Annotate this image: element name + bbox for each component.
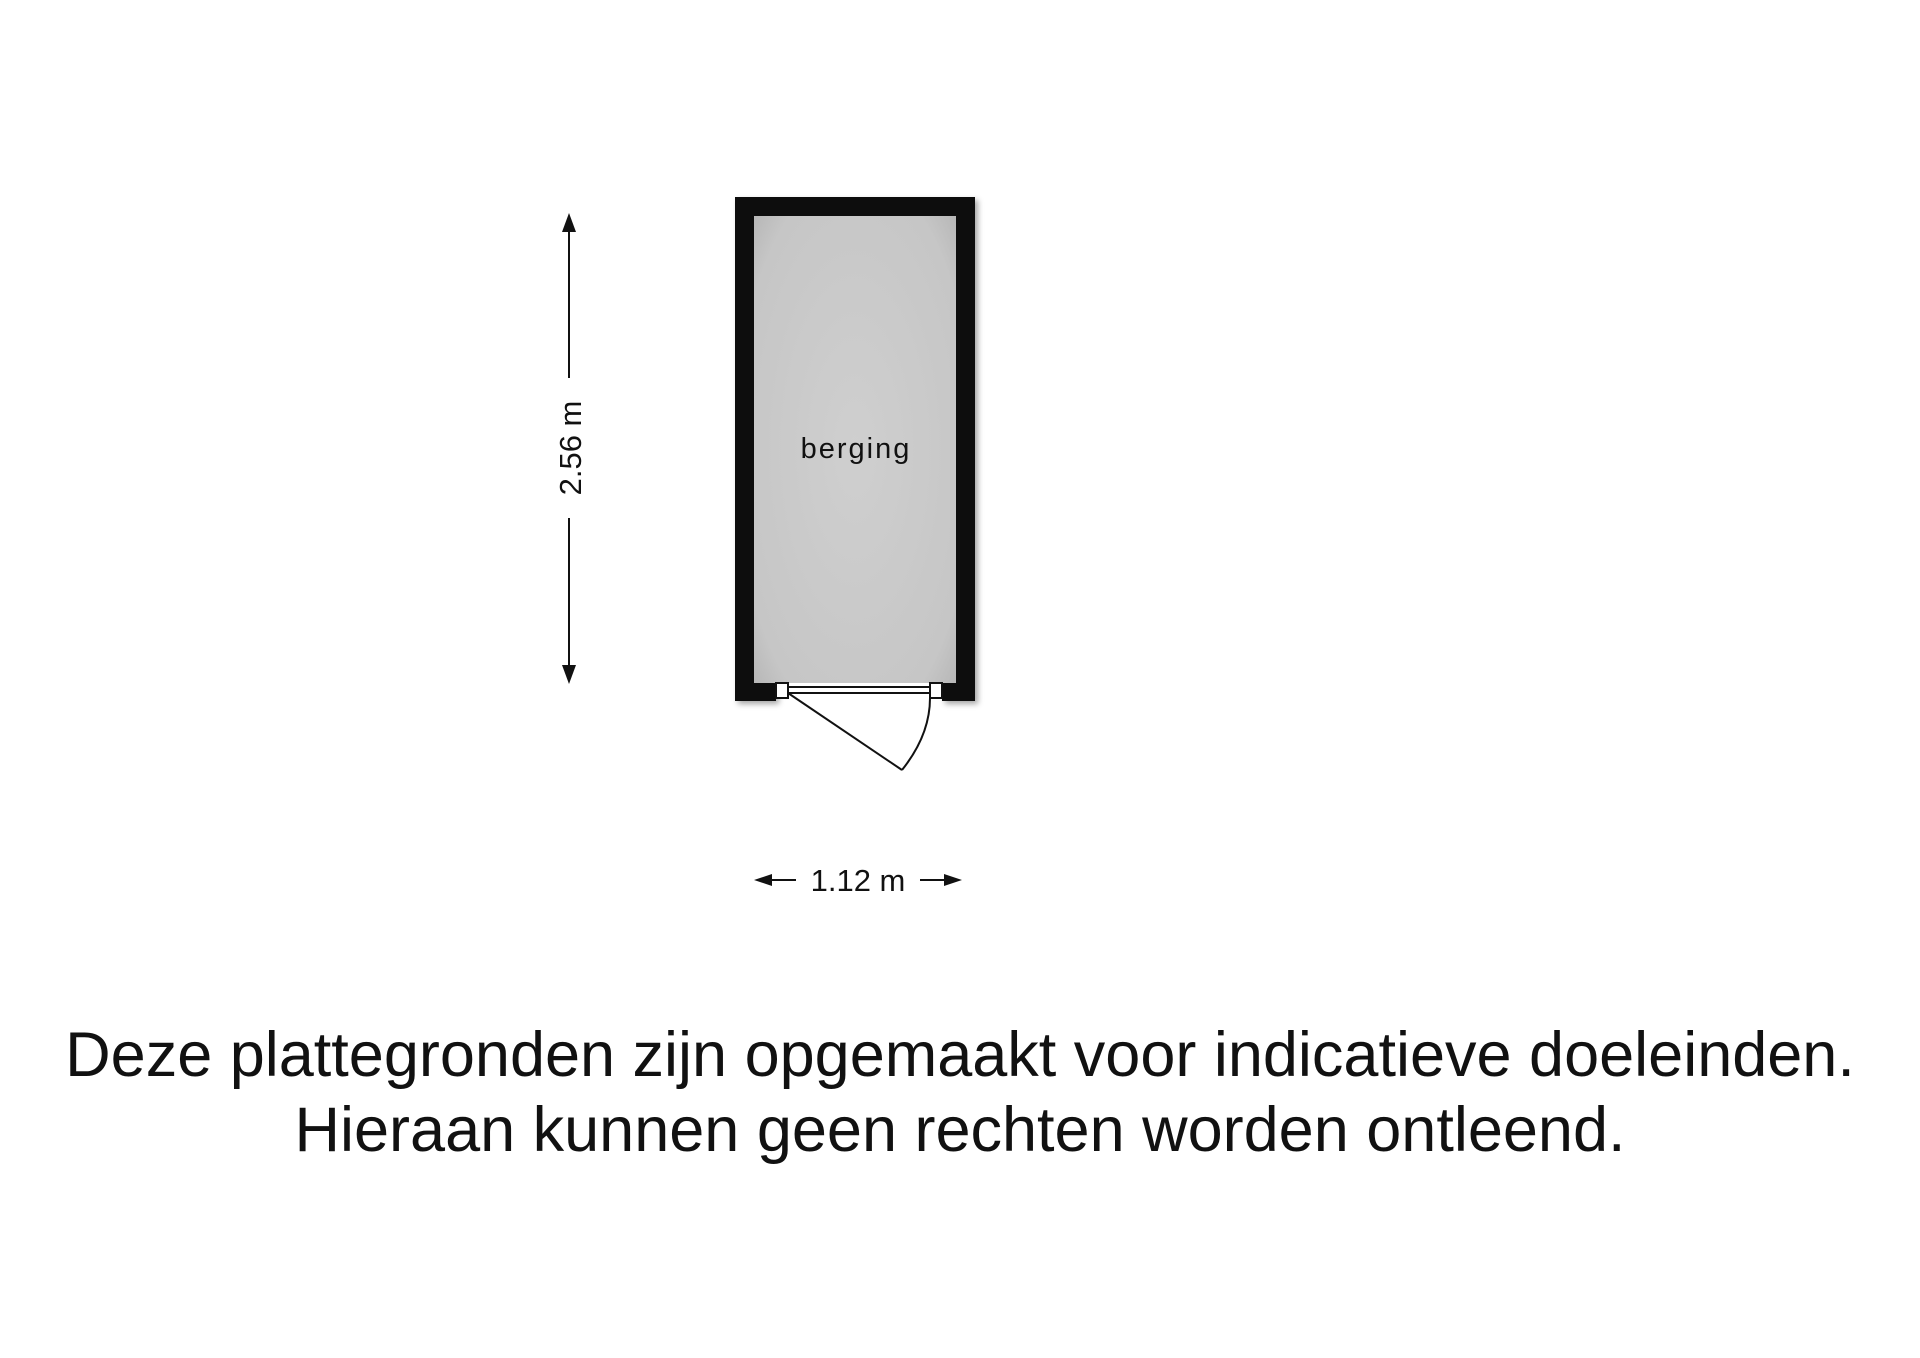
- arrow-up-icon: [562, 213, 576, 232]
- height-dimension: [553, 213, 588, 684]
- arrow-right-icon: [944, 874, 962, 886]
- door-jamb-right: [930, 683, 942, 698]
- wall-left: [735, 197, 754, 701]
- disclaimer-line-1: Deze plattegronden zijn opgemaakt voor indicatieve doeleinden.: [65, 1020, 1855, 1090]
- disclaimer-line-2: Hieraan kunnen geen rechten worden ontleend.: [294, 1095, 1626, 1165]
- wall-top: [735, 197, 975, 216]
- door-swing-arc: [902, 698, 930, 770]
- disclaimer: [0, 1018, 1920, 1168]
- wall-bottom-right: [942, 683, 975, 701]
- room-label: berging: [800, 433, 912, 465]
- door-leaf: [788, 693, 902, 770]
- width-dimension: [754, 863, 962, 898]
- width-dimension-label: 1.12 m: [810, 863, 906, 898]
- wall-bottom-left: [735, 683, 776, 701]
- door-jamb-left: [776, 683, 788, 698]
- door: [776, 683, 942, 770]
- arrow-down-icon: [562, 665, 576, 684]
- arrow-left-icon: [754, 874, 772, 886]
- height-dimension-label: 2.56 m: [553, 400, 588, 496]
- wall-right: [956, 197, 975, 701]
